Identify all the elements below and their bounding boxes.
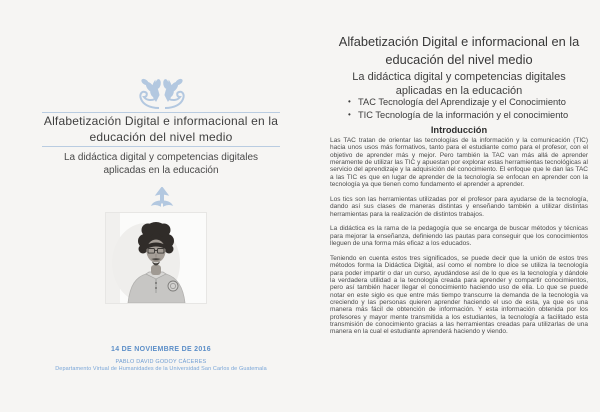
bullet-list — [348, 96, 582, 121]
title-bottom-rule — [42, 146, 280, 147]
section-heading: Introducción — [430, 125, 488, 135]
right-page-subtitle: La didáctica digital y competencias digitales aplicadas en la educación — [352, 71, 566, 97]
title-top-rule — [42, 112, 280, 113]
bullet-icon: • — [348, 97, 351, 106]
bullet-text: TIC Tecnología de la información y el conocimiento — [358, 109, 569, 120]
portrait-photo — [106, 213, 206, 303]
list-item — [348, 96, 582, 109]
left-page-subtitle: La didáctica digital y competencias digitales aplicadas en la educación — [64, 152, 258, 176]
arrow-fleuron-icon — [150, 187, 174, 208]
floral-flourish-icon — [129, 77, 195, 111]
paragraph: Teniendo en cuenta estos tres significados, se puede decir que la unión de estos tres métodos forma la Didáctica Digital, así como el nombre lo dice se utiliza la tecnología para poder impartir o dar un curso, ayudándose así de lo que es la tecnología y dándole la verdadera utilidad a la tecnología creada para aprender y compartir conocimientos, pero así también hacer llegar el conocimiento haciendo uso de ella. Lo que se puede notar en este siglo es que entre más tiempo transcurre la demanda de la tecnología va creciendo y las personas quieren aprender haciendo el uso de esta, ya que es una manera más fácil de obtención de información. Y esta información obtenida por los profesores y mayor mente transmitida a los estudiantes, la tecnología a facilitado esta transmisión de conocimiento gracias a las herramientas creadas para utilizarlas de una manera en la cual el estudiante aprenderá haciendo y viendo. — [330, 254, 588, 336]
paragraph: La didáctica es la rama de la pedagogía que se encarga de buscar métodos y técnicas para mejorar la enseñanza, definiendo las pautas para conseguir que los conocimientos lleguen de una forma más eficaz a los educados. — [330, 225, 588, 248]
left-page-title: Alfabetización Digital e informacional en la educación del nivel medio — [43, 114, 279, 144]
department-line: Departamento Virtual de Humanidades de la Universidad San Carlos de Guatemala — [55, 366, 267, 372]
paragraph: Las TAC tratan de orientar las tecnologías de la información y la comunicación (TIC) hacia unos usos más formativos, tanto para el estudiante como para el profesor, con el objetivo de aprender más y mejor. Pero también la TAC van más allá de aprender meramente de utilizar las TIC y apuestan por explorar estas herramientas tecnológicas al servicio del aprendizaje y la adquisición del conocimiento. El enfoque que le dan las TAC a las TIC es que en lugar de aprender de la tecnología se enfocan en aprender con la tecnología ya que tienen como fundamento el aprender a aprender. — [330, 137, 588, 189]
list-item — [348, 109, 582, 122]
bullet-icon: • — [348, 109, 351, 119]
body-text — [330, 137, 588, 343]
event-date: 14 DE NOVIEMBRE DE 2016 — [111, 346, 211, 353]
bullet-text: TAC Tecnología del Aprendizaje y el Conocimiento — [358, 97, 566, 107]
paragraph: Los tics son las herramientas utilizadas por el profesor para ayudarse de la tecnología, dando así sus clases de maneras distintas y enseñando también a utilizar distintas herramientas para la realización de distintos trabajos. — [330, 195, 588, 218]
author-name: PABLO DAVID GODOY CÁCERES — [115, 359, 207, 365]
right-page-title: Alfabetización Digital e informacional en la educación del nivel medio — [338, 34, 580, 67]
